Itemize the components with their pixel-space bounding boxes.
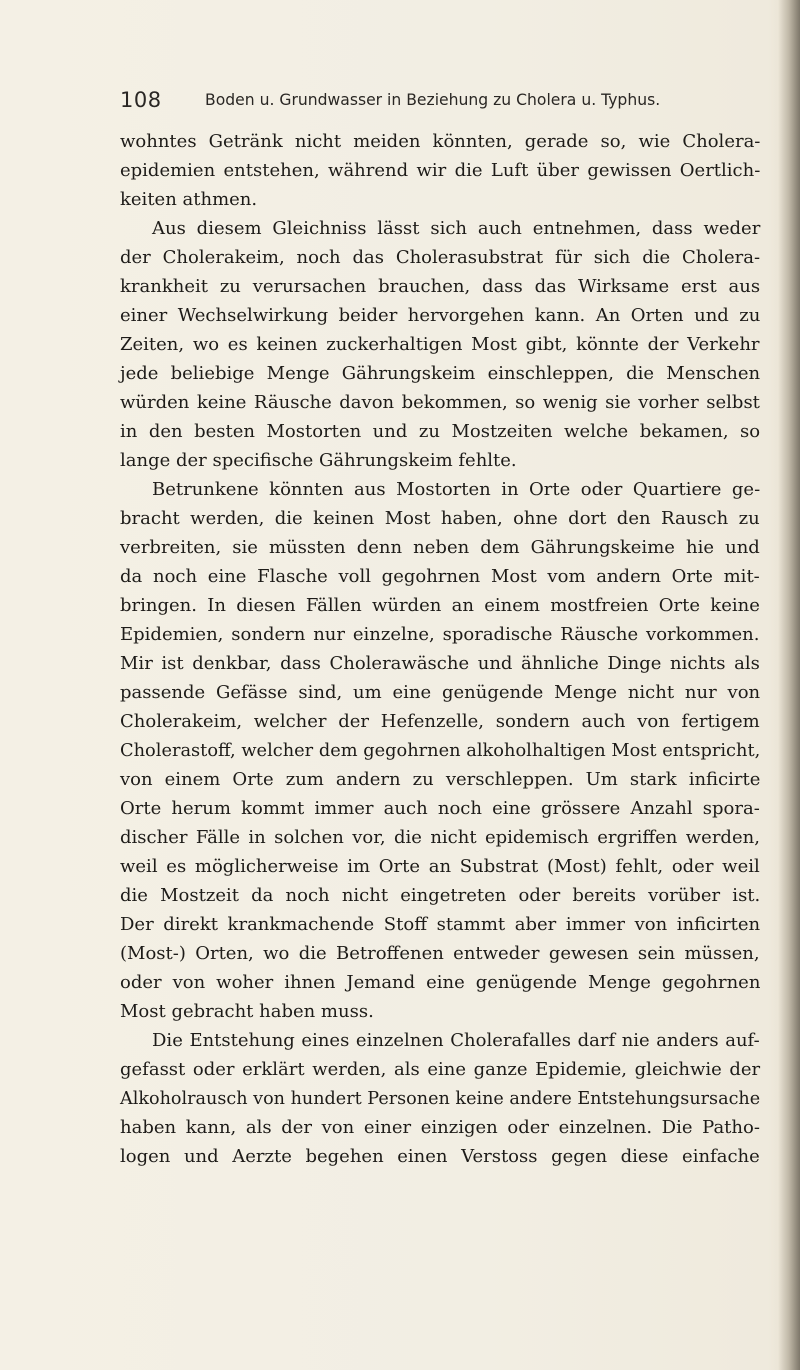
text-line: haben kann, als der von einer einzigen oder einzelnen. Die Patho- <box>120 1117 760 1138</box>
text-line: verbreiten, sie müssten denn neben dem Gährungskeime hie und <box>120 537 760 558</box>
text-line: Orte herum kommt immer auch noch eine grössere Anzahl spora- <box>120 798 760 819</box>
text-line: (Most-) Orten, wo die Betroffenen entweder gewesen sein müssen, <box>120 943 760 964</box>
text-line: Zeiten, wo es keinen zuckerhaltigen Most gibt, könnte der Verkehr <box>120 334 760 355</box>
text-line: Cholerastoff, welcher dem gegohrnen alkoholhaltigen Most entspricht, <box>120 740 761 761</box>
paragraph-start-line: Aus diesem Gleichniss lässt sich auch entnehmen, dass weder <box>152 218 761 239</box>
text-line: krankheit zu verursachen brauchen, dass das Wirksame erst aus <box>120 276 761 297</box>
text-line: weil es möglicherweise im Orte an Substrat (Most) fehlt, oder weil <box>120 856 760 877</box>
text-line: Alkoholrausch von hundert Personen keine andere Entstehungsursache <box>120 1088 761 1109</box>
text-line: bracht werden, die keinen Most haben, ohne dort den Rausch zu <box>120 508 760 529</box>
running-title: Boden u. Grundwasser in Beziehung zu Cholera u. Typhus. <box>205 91 661 109</box>
text-line: Cholerakeim, welcher der Hefenzelle, sondern auch von fertigem <box>120 711 760 732</box>
text-line: der Cholerakeim, noch das Cholerasubstrat für sich die Cholera- <box>120 247 761 268</box>
text-line: wohntes Getränk nicht meiden könnten, gerade so, wie Cholera- <box>120 131 761 152</box>
text-line: Most gebracht haben muss. <box>120 1001 374 1022</box>
text-line: gefasst oder erklärt werden, als eine ganze Epidemie, gleichwie der <box>120 1059 761 1080</box>
paragraph-start-line: Betrunkene könnten aus Mostorten in Orte oder Quartiere ge- <box>152 479 761 500</box>
text-line: jede beliebige Menge Gährungskeim einschleppen, die Menschen <box>120 363 761 384</box>
text-line: logen und Aerzte begehen einen Verstoss gegen diese einfache <box>120 1146 760 1167</box>
text-line: da noch eine Flasche voll gegohrnen Most vom andern Orte mit- <box>120 566 760 587</box>
text-line: discher Fälle in solchen vor, die nicht epidemisch ergriffen werden, <box>120 827 760 848</box>
text-line: von einem Orte zum andern zu verschleppen. Um stark inficirte <box>120 769 761 790</box>
text-line: bringen. In diesen Fällen würden an einem mostfreien Orte keine <box>120 595 760 616</box>
page-edge-shadow <box>778 0 800 1370</box>
paragraph-start-line: Die Entstehung eines einzelnen Cholerafalles darf nie anders auf- <box>152 1030 760 1051</box>
text-line: Mir ist denkbar, dass Cholerawäsche und ähnliche Dinge nichts als <box>120 653 760 674</box>
text-line: einer Wechselwirkung beider hervorgehen kann. An Orten und zu <box>120 305 761 326</box>
text-line: würden keine Räusche davon bekommen, so wenig sie vorher selbst <box>120 392 760 413</box>
text-line: die Mostzeit da noch nicht eingetreten oder bereits vorüber ist. <box>120 885 761 906</box>
text-line: epidemien entstehen, während wir die Luft über gewissen Oertlich- <box>120 160 761 181</box>
text-line: oder von woher ihnen Jemand eine genügende Menge gegohrnen <box>120 972 761 993</box>
page-number: 108 <box>120 88 162 112</box>
running-header <box>120 88 760 118</box>
text-line: Der direkt krankmachende Stoff stammt aber immer von inficirten <box>120 914 761 935</box>
text-line: lange der specifische Gährungskeim fehlte. <box>120 450 517 471</box>
text-line: Epidemien, sondern nur einzelne, sporadische Räusche vorkommen. <box>120 624 760 645</box>
text-line: keiten athmen. <box>120 189 258 210</box>
text-line: passende Gefässe sind, um eine genügende Menge nicht nur von <box>120 682 761 703</box>
text-line: in den besten Mostorten und zu Mostzeiten welche bekamen, so <box>120 421 761 442</box>
